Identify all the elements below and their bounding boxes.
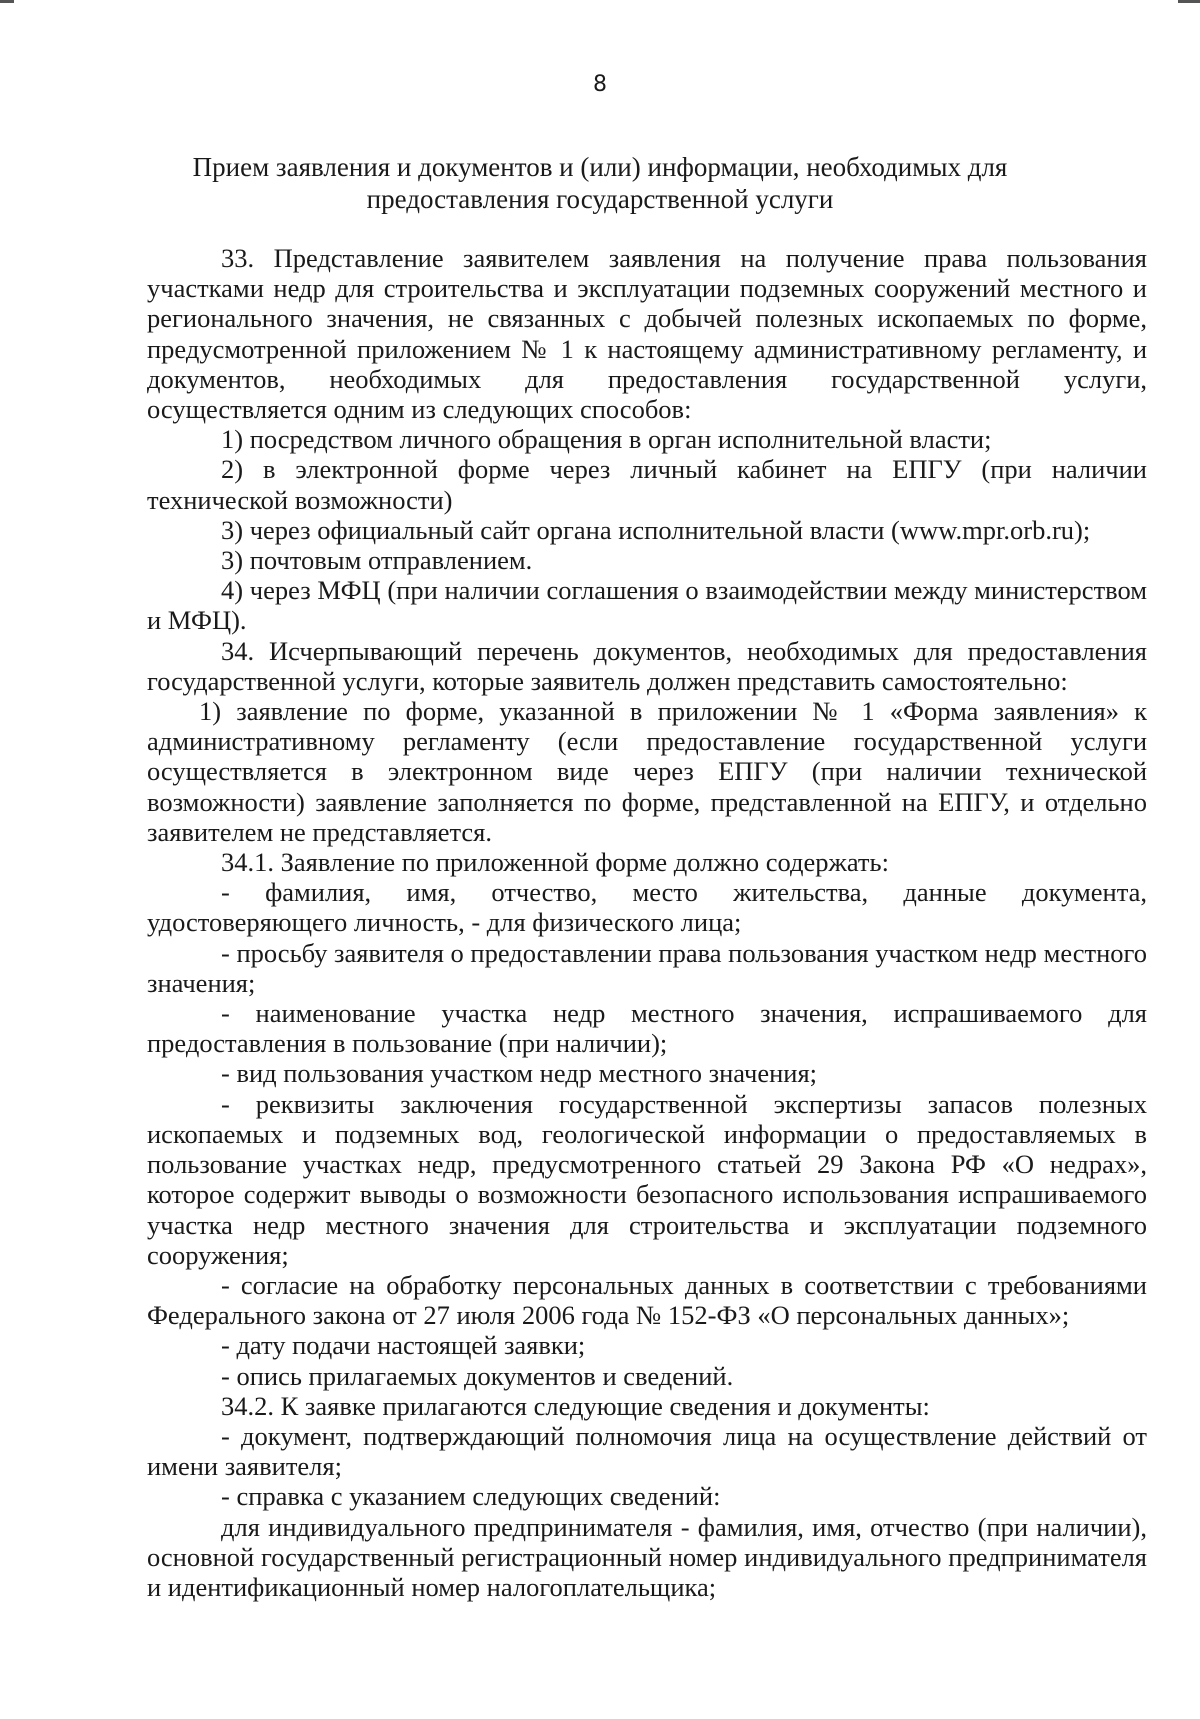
section-title-line: Прием заявления и документов и (или) информации, необходимых для: [192, 152, 1008, 182]
scan-edge-mark: [1178, 0, 1200, 3]
application-content-item: - наименование участка недр местного значения, испрашиваемого для предоставления в пользование (при наличии);: [147, 998, 1147, 1059]
application-content-item: - вид пользования участком недр местного значения;: [221, 1058, 818, 1089]
application-content-item: - просьбу заявителя о предоставлении права пользования участком недр местного значения;: [147, 937, 1147, 998]
section-title-line: предоставления государственной услуги: [366, 184, 834, 214]
method-item: 3) почтовым отправлением.: [221, 545, 533, 576]
method-item: 2) в электронной форме через личный кабинет на ЕПГУ (при наличии технической возможности): [147, 454, 1147, 515]
application-content-item: - реквизиты заключения государственной экспертизы запасов полезных ископаемых и подземных вод, геологической информации о предоставляемых в пользование участках недр, предусмотренного статьей 29 Закона РФ «О недрах», которое содержит выводы о возможности безопасного использования испрашиваемого участка недр местного значения для строительства и эксплуатации подземного сооружения;: [147, 1088, 1147, 1270]
paragraph-33: 33. Представление заявителем заявления на получение права пользования участками недр для строительства и эксплуатации подземных сооружений местного и регионального значения, не связанных с добычей полезных ископаемых по форме, предусмотренной приложением № 1 к настоящему административному регламенту, и документов, необходимых для предоставления государственной услуги, осуществляется одним из следующих способов:: [147, 243, 1147, 425]
paragraph-34-1: 34.1. Заявление по приложенной форме должно содержать:: [221, 847, 889, 878]
method-item: 4) через МФЦ (при наличии соглашения о взаимодействии между министерством и МФЦ).: [147, 575, 1147, 636]
application-content-item: - согласие на обработку персональных данных в соответствии с требованиями Федерального закона от 27 июля 2006 года № 152-ФЗ «О персональных данных»;: [147, 1269, 1147, 1331]
paragraph-34: 34. Исчерпывающий перечень документов, необходимых для предоставления государственной услуги, которые заявитель должен представить самостоятельно:: [147, 635, 1147, 696]
document-item: 1) заявление по форме, указанной в приложении № 1 «Форма заявления» к административному регламенту (если предоставление государственной услуги осуществляется в электронном виде через ЕПГУ (при наличии технической возможности) заявление заполняется по форме, представленной на ЕПГУ, и отдельно заявителем не представляется.: [147, 696, 1147, 847]
method-item: 3) через официальный сайт органа исполнительной власти (www.mpr.orb.ru);: [221, 514, 1091, 545]
attachment-item: для индивидуального предпринимателя - фамилия, имя, отчество (при наличии), основной государственный регистрационный номер индивидуального предпринимателя и идентификационный номер налогоплательщика;: [147, 1511, 1147, 1602]
attachment-item: - документ, подтверждающий полномочия лица на осуществление действий от имени заявителя;: [147, 1420, 1147, 1482]
paragraph-34-2: 34.2. К заявке прилагаются следующие сведения и документы:: [221, 1390, 930, 1421]
page-number: 8: [593, 72, 607, 97]
application-content-item: - фамилия, имя, отчество, место жительства, данные документа, удостоверяющего личность, - для физического лица;: [147, 877, 1147, 938]
document-body: [147, 243, 1147, 1602]
attachment-item: - справка с указанием следующих сведений:: [221, 1481, 721, 1512]
application-content-item: - дату подачи настоящей заявки;: [221, 1330, 586, 1361]
application-content-item: - опись прилагаемых документов и сведений.: [221, 1360, 734, 1391]
method-item: 1) посредством личного обращения в орган исполнительной власти;: [221, 424, 992, 455]
section-title: [180, 151, 1020, 215]
scan-edge-mark: [0, 0, 14, 3]
